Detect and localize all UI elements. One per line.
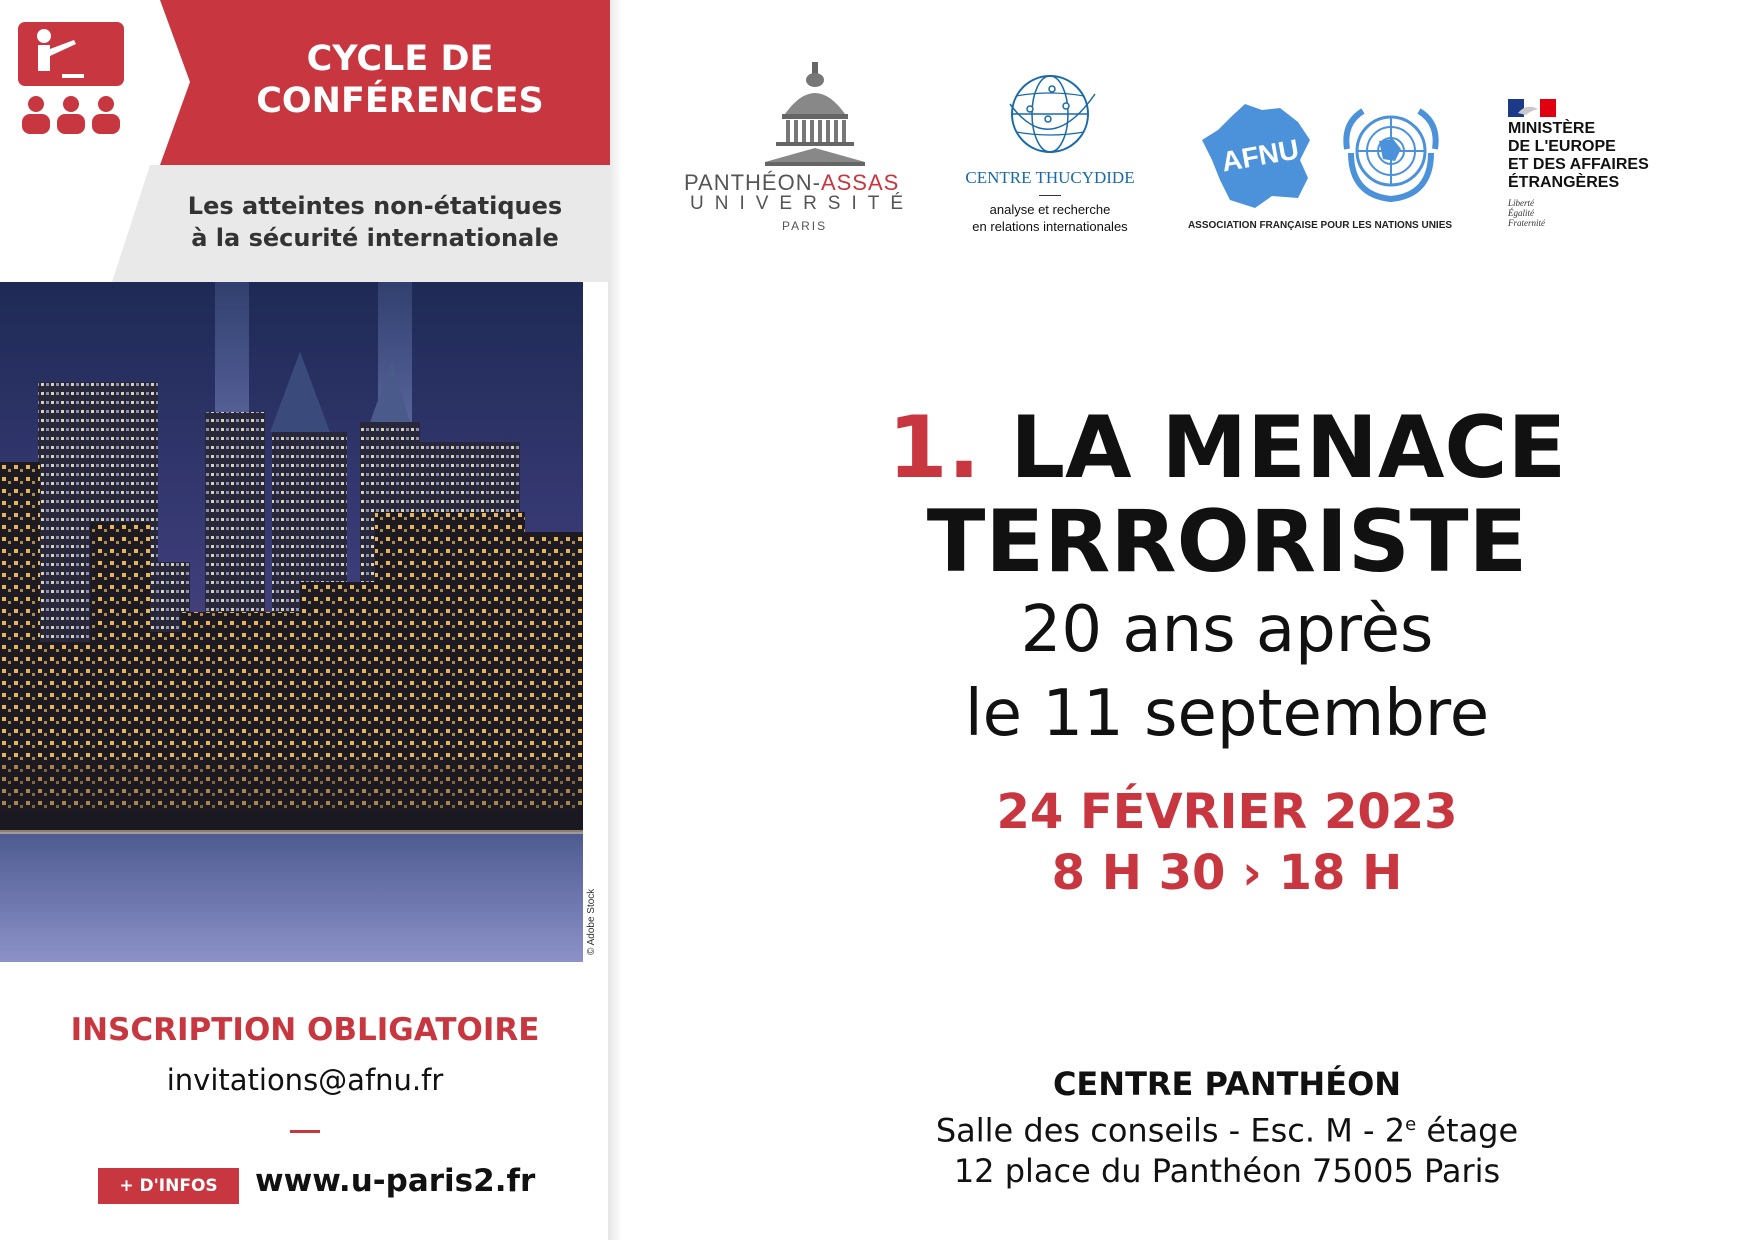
- afnu-france-map-logo: [1200, 100, 1315, 212]
- inscription-email[interactable]: invitations@afnu.fr: [166, 1063, 444, 1097]
- venue-address: 12 place du Panthéon 75005 Paris: [953, 1151, 1501, 1190]
- column-shadow: [608, 0, 622, 1240]
- thucydide-tagline-1: analyse et recherche: [989, 202, 1111, 217]
- ministere-line1: MINISTÈRE: [1508, 120, 1596, 137]
- cycle-title-line1: CYCLE DE: [306, 39, 494, 79]
- inscription-title: INSCRIPTION OBLIGATOIRE: [70, 1012, 540, 1048]
- more-info-badge: + D'INFOS: [98, 1168, 239, 1204]
- afnu-badge-text: AFNU: [1219, 133, 1302, 178]
- event-subtitle-line1: 20 ans après: [1020, 593, 1434, 667]
- event-title-text1: LA MENACE: [1010, 398, 1567, 498]
- globe-network-icon: [1000, 64, 1100, 164]
- event-title: [700, 400, 1754, 756]
- cycle-subtitle: [160, 190, 590, 254]
- website-link[interactable]: www.u-paris2.fr: [255, 1163, 536, 1199]
- motto-fraternite: Fraternité: [1508, 218, 1545, 228]
- photo-credit: © Adobe Stock: [586, 888, 597, 955]
- cycle-title: [210, 38, 590, 122]
- cycle-subtitle-line2: à la sécurité internationale: [191, 224, 559, 252]
- event-time: 8 H 30 › 18 H: [1051, 845, 1403, 901]
- ministere-name: [1508, 120, 1649, 192]
- event-subtitle-line2: le 11 septembre: [964, 677, 1490, 751]
- venue-room: Salle des conseils - Esc. M - 2e étage: [935, 1111, 1519, 1150]
- pantheon-assas-name: PANTHÉON-ASSAS: [684, 170, 900, 195]
- cycle-subtitle-line1: Les atteintes non-étatiques: [187, 192, 563, 220]
- thucydide-tagline-2: en relations internationales: [972, 219, 1128, 234]
- thucydide-tagline: [940, 201, 1160, 235]
- event-date: 24 FÉVRIER 2023: [996, 784, 1458, 840]
- divider-dash: [290, 1130, 320, 1133]
- event-title-line2: TERRORISTE: [926, 492, 1528, 592]
- cycle-title-line2: CONFÉRENCES: [256, 81, 544, 121]
- republic-motto: [1508, 198, 1545, 228]
- thucydide-divider: [1039, 195, 1061, 196]
- venue-name: CENTRE PANTHÉON: [1052, 1065, 1402, 1103]
- ministere-line4: ÉTRANGÈRES: [1508, 174, 1620, 191]
- ministere-line2: DE L'EUROPE: [1508, 138, 1616, 155]
- pantheon-dome-icon: [760, 62, 870, 170]
- event-title-line1: [700, 400, 1754, 496]
- pantheon-assas-paris: PARIS: [782, 219, 828, 233]
- motto-egalite: Égalité: [1508, 208, 1534, 218]
- un-emblem-icon: [1333, 103, 1449, 203]
- pantheon-assas-universite: UNIVERSITÉ: [690, 193, 915, 214]
- event-number: 1.: [887, 398, 981, 498]
- presentation-audience-icon: [18, 22, 124, 144]
- motto-liberte: Liberté: [1508, 198, 1534, 208]
- city-skyline-photo: [0, 282, 583, 962]
- ministere-line3: ET DES AFFAIRES: [1508, 156, 1649, 173]
- afnu-caption: ASSOCIATION FRANÇAISE POUR LES NATIONS UNIES: [1187, 220, 1453, 231]
- thucydide-name: CENTRE THUCYDIDE: [965, 168, 1135, 187]
- venue-info: [700, 1063, 1754, 1191]
- republique-francaise-flag-icon: [1508, 99, 1556, 117]
